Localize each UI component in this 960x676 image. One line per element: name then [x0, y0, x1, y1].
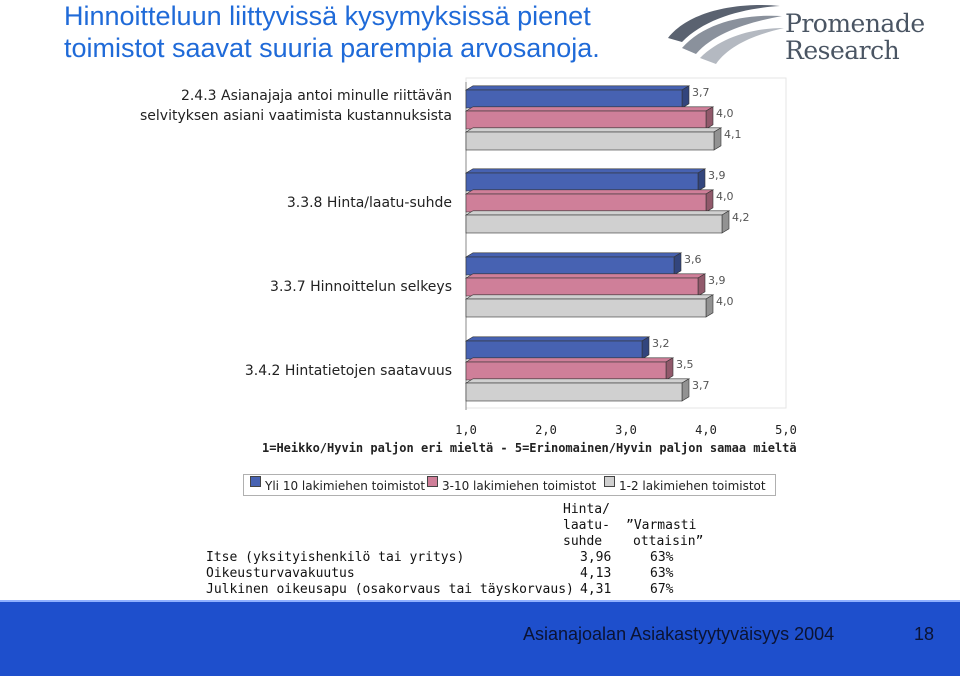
bar-1-3-side: [714, 128, 721, 150]
bar-4-1-top: [466, 337, 649, 341]
logo-line1: Promenade: [785, 9, 925, 38]
bar-3-1-top: [466, 253, 681, 257]
data-label-4-1: 3,2: [652, 336, 670, 350]
x-axis-title: 1=Heikko/Hyvin paljon eri mieltä - 5=Erinomainen/Hyvin paljon samaa mieltä: [262, 441, 797, 455]
bar-1-3: [466, 132, 714, 150]
x-tick-label-2: 2,0: [535, 423, 557, 437]
bar-1-1: [466, 90, 682, 108]
bar-3-3-top: [466, 295, 713, 299]
table-header-ottaisin: ottaisin”: [633, 534, 704, 549]
page-number: 18: [914, 624, 935, 644]
x-tick-label-5: 5,0: [775, 423, 797, 437]
bar-4-3-top: [466, 379, 689, 383]
bar-2-2-top: [466, 190, 713, 194]
legend-swatch-3: [604, 476, 615, 487]
bar-2-1: [466, 173, 698, 191]
bar-2-2: [466, 194, 706, 212]
bar-2-1-side: [698, 169, 705, 191]
data-label-2-2: 4,0: [716, 189, 734, 203]
bar-3-2-top: [466, 274, 705, 278]
data-label-3-1: 3,6: [684, 252, 702, 266]
category-label-1-line1: 2.4.3 Asianajaja antoi minulle riittävän: [180, 88, 452, 104]
bar-1-3-top: [466, 128, 721, 132]
footer-bar: [0, 600, 960, 676]
category-label-4: 3.4.2 Hintatietojen saatavuus: [244, 363, 452, 379]
category-label-1-line2: selvityksen asiani vaatimista kustannuksista: [140, 108, 452, 124]
bar-4-1-side: [642, 337, 649, 359]
bar-1-2-top: [466, 107, 713, 111]
table-row-3-label: Julkinen oikeusapu (osakorvaus tai täyskorvaus): [206, 582, 574, 597]
legend: [243, 474, 776, 496]
table-row-2-value: 4,13: [580, 566, 612, 581]
bar-4-2: [466, 362, 666, 380]
bar-3-2-side: [698, 274, 705, 296]
data-label-2-3: 4,2: [732, 210, 750, 224]
bar-2-3: [466, 215, 722, 233]
data-label-1-2: 4,0: [716, 106, 734, 120]
table-row-1-label: Itse (yksityishenkilö tai yritys): [206, 550, 465, 565]
bar-4-1: [466, 341, 642, 359]
data-label-3-2: 3,9: [708, 273, 726, 287]
x-tick-label-3: 3,0: [615, 423, 637, 437]
x-tick-label-1: 1,0: [455, 423, 477, 437]
footer-title: Asianajoalan Asiakastyytyväisyys 2004: [523, 624, 835, 644]
legend-label-2: 3-10 lakimiehen toimistot: [442, 479, 597, 493]
bar-3-1: [466, 257, 674, 275]
data-label-4-2: 3,5: [676, 357, 694, 371]
bar-3-1-side: [674, 253, 681, 275]
table-header-laatu: laatu-: [563, 518, 610, 533]
bar-1-2: [466, 111, 706, 129]
bar-1-1-side: [682, 86, 689, 108]
bar-1-1-top: [466, 86, 689, 90]
bar-2-1-top: [466, 169, 705, 173]
table-row-3-value: 4,31: [580, 582, 612, 597]
bar-4-3: [466, 383, 682, 401]
data-label-4-3: 3,7: [692, 378, 710, 392]
x-tick-label-4: 4,0: [695, 423, 717, 437]
bar-4-2-side: [666, 358, 673, 380]
table-row-3-pct: 67%: [650, 582, 674, 597]
bar-2-3-side: [722, 211, 729, 233]
bar-4-3-side: [682, 379, 689, 401]
bar-2-2-side: [706, 190, 713, 212]
bar-1-2-side: [706, 107, 713, 129]
bar-2-3-top: [466, 211, 729, 215]
bar-3-2: [466, 278, 698, 296]
category-label-3: 3.3.7 Hinnoittelun selkeys: [270, 279, 452, 295]
legend-label-3: 1-2 lakimiehen toimistot: [619, 479, 766, 493]
legend-swatch-2: [427, 476, 438, 487]
page-title: Hinnoitteluun liittyvissä kysymyksissä pienet toimistot saavat suuria parempia arvosanoja.: [64, 1, 600, 63]
logo-line2: Research: [785, 36, 900, 65]
legend-label-1: Yli 10 lakimiehen toimistot: [265, 479, 426, 493]
data-label-1-3: 4,1: [724, 127, 742, 141]
category-label-2: 3.3.8 Hinta/laatu-suhde: [286, 195, 452, 211]
table-header-hinta: Hinta/: [563, 502, 610, 517]
bar-3-3: [466, 299, 706, 317]
data-label-1-1: 3,7: [692, 85, 710, 99]
table-row-2-label: Oikeusturvavakuutus: [206, 566, 355, 581]
table-row-1-pct: 63%: [650, 550, 674, 565]
data-label-3-3: 4,0: [716, 294, 734, 308]
legend-swatch-1: [250, 476, 261, 487]
table-row-1-value: 3,96: [580, 550, 612, 565]
table-header-varmasti: ”Varmasti: [626, 518, 697, 533]
table-header-suhde: suhde: [563, 534, 603, 549]
bar-4-2-top: [466, 358, 673, 362]
table-row-2-pct: 63%: [650, 566, 674, 581]
data-label-2-1: 3,9: [708, 168, 726, 182]
bar-3-3-side: [706, 295, 713, 317]
